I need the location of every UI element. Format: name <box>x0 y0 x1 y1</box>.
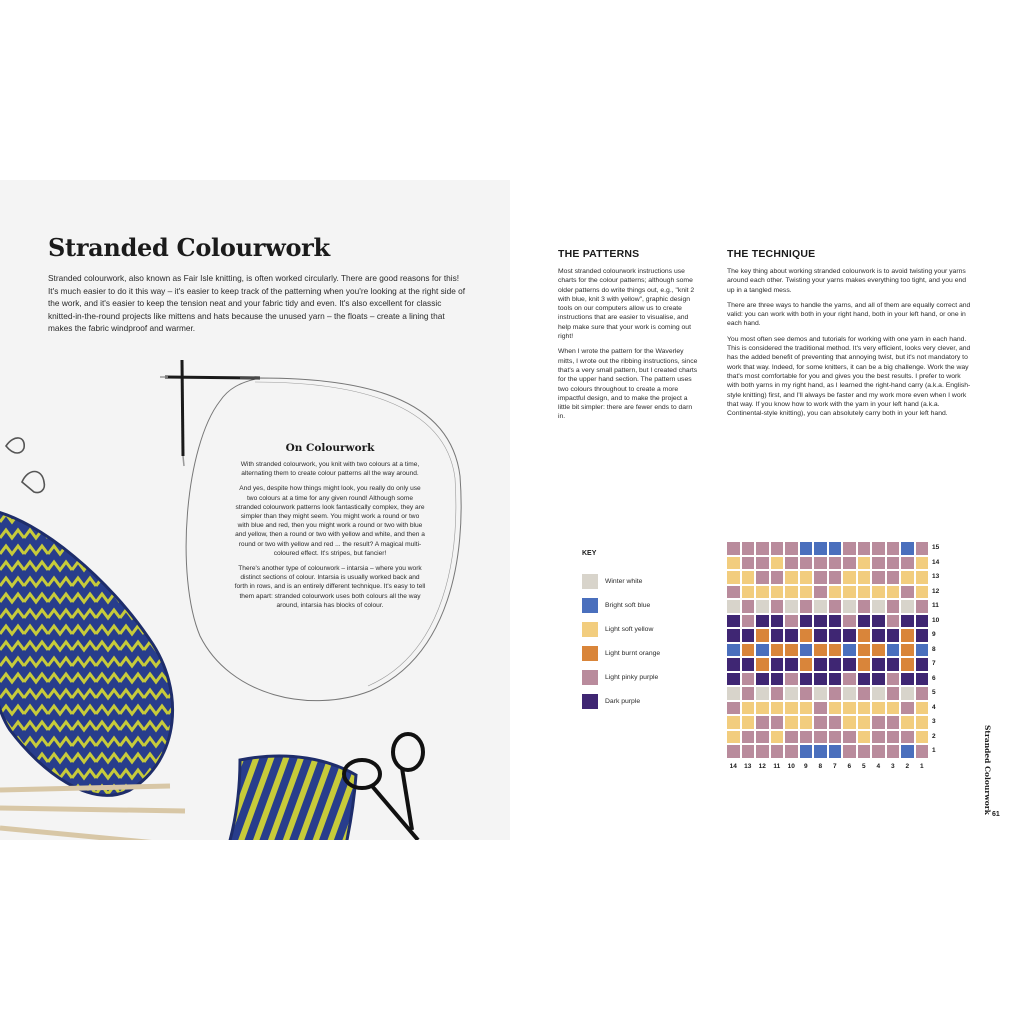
chart-cell <box>871 672 886 687</box>
chart-cell <box>813 744 828 759</box>
chart-cell <box>900 541 915 556</box>
chart-row-number: 3 <box>932 718 936 725</box>
chart-cell <box>915 657 930 672</box>
chart-cell <box>857 541 872 556</box>
chart-cell <box>755 730 770 745</box>
chart-cell <box>828 686 843 701</box>
running-head: Stranded Colourwork <box>983 725 992 815</box>
chart-cell <box>857 715 872 730</box>
chart-cell <box>770 599 785 614</box>
chart-row-number: 9 <box>932 631 936 638</box>
chart-cell <box>741 744 756 759</box>
chart-row-number: 6 <box>932 674 936 682</box>
colour-swatch <box>582 670 598 685</box>
chart-cell <box>741 628 756 643</box>
chart-cell <box>799 701 814 716</box>
chart-row-number: 8 <box>932 645 936 653</box>
chart-column-number: 10 <box>787 763 795 770</box>
chart-row-number: 13 <box>932 573 940 580</box>
chart-cell <box>741 672 756 687</box>
chart-cell <box>871 541 886 556</box>
chart-cell <box>857 614 872 629</box>
chart-cell <box>842 730 857 745</box>
chart-cell <box>900 657 915 672</box>
colour-swatch <box>582 694 598 709</box>
chart-cell <box>813 701 828 716</box>
chart-cell <box>784 657 799 672</box>
chart-cell <box>784 556 799 571</box>
chart-cell <box>755 686 770 701</box>
chart-cell <box>886 585 901 600</box>
chart-cell <box>828 643 843 658</box>
technique-paragraph: You most often see demos and tutorials for working with one yarn in each hand. This is considered the traditional method. It's very efficient, looks very clever, and has the added benefit of preventing that annoying twist, but it's not mandatory to work that way. Indeed, for some knitters, it can be a big challenge. Work the way that's most comfortable for you and gives you the best results. I prefer to work with both yarns in my right hand, as I learned the right-hand carry (a.k.a. English-style knitting) first, and I'll always be faster and my work more even when I work that way. If you know how to work with the yarn in your left hand (a.k.a. Continental-style knitting), you can absolutely carry both in your left hand. <box>727 335 971 418</box>
chart-cell <box>799 541 814 556</box>
chart-cell <box>784 614 799 629</box>
chart-cell <box>915 744 930 759</box>
chart-cell <box>813 570 828 585</box>
chart-cell <box>857 672 872 687</box>
chart-cell <box>871 657 886 672</box>
chart-cell <box>886 570 901 585</box>
patterns-heading: THE PATTERNS <box>558 248 640 260</box>
colour-swatch <box>582 574 598 589</box>
chart-cell <box>857 570 872 585</box>
chart-cell <box>900 628 915 643</box>
chart-cell <box>871 643 886 658</box>
chart-cell <box>842 570 857 585</box>
chart-cell <box>755 614 770 629</box>
chart-cell <box>784 672 799 687</box>
chart-cell <box>755 628 770 643</box>
chart-cell <box>886 686 901 701</box>
chart-cell <box>813 672 828 687</box>
chart-cell <box>726 744 741 759</box>
chart-cell <box>900 672 915 687</box>
chart-column-number: 9 <box>803 763 808 770</box>
chart-cell <box>784 701 799 716</box>
chart-cell <box>828 715 843 730</box>
chart-cell <box>886 628 901 643</box>
chart-cell <box>770 541 785 556</box>
chart-cell <box>726 585 741 600</box>
chart-cell <box>755 599 770 614</box>
patterns-paragraph: When I wrote the pattern for the Waverley mitts, I wrote out the ribbing instructions, since that's a very small pattern, but I created charts for the upper hand section. The pattern uses two colours throughout to create a more impactful design, and to make the project a little bit simpler: there are fewer ends to darn in. <box>558 348 698 421</box>
chart-grid <box>726 541 929 758</box>
chart-cell <box>842 541 857 556</box>
chart-cell <box>799 730 814 745</box>
chart-cell <box>871 701 886 716</box>
chart-column-number: 3 <box>890 763 895 770</box>
chart-cell <box>741 556 756 571</box>
chart-cell <box>813 686 828 701</box>
chart-cell <box>755 556 770 571</box>
chart-cell <box>813 585 828 600</box>
chart-cell <box>915 570 930 585</box>
chart-cell <box>828 599 843 614</box>
chart-cell <box>784 570 799 585</box>
chart-cell <box>770 686 785 701</box>
chart-cell <box>915 614 930 629</box>
on-colourwork-paragraph: With stranded colourwork, you knit with two colours at a time, alternating them to create colour patterns all the way around. <box>240 461 420 478</box>
chart-cell <box>857 686 872 701</box>
chart-cell <box>741 614 756 629</box>
chart-cell <box>726 570 741 585</box>
chart-cell <box>828 541 843 556</box>
chart-cell <box>726 599 741 614</box>
chart-cell <box>813 614 828 629</box>
chart-cell <box>813 541 828 556</box>
chart-cell <box>828 730 843 745</box>
chart-cell <box>915 715 930 730</box>
chart-cell <box>784 628 799 643</box>
chart-cell <box>828 570 843 585</box>
chart-cell <box>886 657 901 672</box>
book-spread <box>0 180 1020 840</box>
chart-cell <box>726 715 741 730</box>
knitting-photo <box>0 430 510 840</box>
chart-cell <box>857 701 872 716</box>
chart-cell <box>770 585 785 600</box>
chart-row-number: 4 <box>932 703 936 711</box>
chart-cell <box>828 628 843 643</box>
chart-cell <box>886 672 901 687</box>
chart-row-number: 5 <box>932 689 936 696</box>
chart-cell <box>886 701 901 716</box>
chart-cell <box>915 643 930 658</box>
chart-cell <box>726 541 741 556</box>
chart-cell <box>784 744 799 759</box>
chart-cell <box>726 614 741 629</box>
key-item <box>582 593 692 617</box>
chart-cell <box>799 686 814 701</box>
chart-column-number: 4 <box>876 763 881 770</box>
chart-cell <box>755 744 770 759</box>
chart-cell <box>799 556 814 571</box>
left-page <box>0 180 510 840</box>
chart-cell <box>741 541 756 556</box>
colour-swatch <box>582 622 598 637</box>
chart-cell <box>842 556 857 571</box>
key-label: Bright soft blue <box>605 601 651 609</box>
chart-cell <box>900 686 915 701</box>
chart-cell <box>886 614 901 629</box>
chart-cell <box>755 585 770 600</box>
key-title: KEY <box>582 550 597 557</box>
chart-cell <box>799 715 814 730</box>
chart-cell <box>871 556 886 571</box>
chart-cell <box>842 643 857 658</box>
chart-cell <box>915 541 930 556</box>
chart-cell <box>828 556 843 571</box>
key-label: Light burnt orange <box>605 649 661 657</box>
chart-cell <box>900 614 915 629</box>
chart-row-number: 10 <box>932 616 940 624</box>
chart-column-number: 14 <box>729 763 737 770</box>
chart-cell <box>857 556 872 571</box>
chart-cell <box>900 744 915 759</box>
chart-cell <box>799 599 814 614</box>
chart-cell <box>900 715 915 730</box>
chart-row-numbers <box>932 541 939 759</box>
chart-cell <box>755 701 770 716</box>
chart-cell <box>726 556 741 571</box>
chart-cell <box>886 715 901 730</box>
chart-cell <box>886 556 901 571</box>
chart-cell <box>900 730 915 745</box>
chart-cell <box>900 643 915 658</box>
chart-cell <box>900 570 915 585</box>
chart-cell <box>915 686 930 701</box>
chart-cell <box>755 672 770 687</box>
chart-cell <box>915 730 930 745</box>
chart-cell <box>828 585 843 600</box>
chart-cell <box>857 599 872 614</box>
chart-cell <box>886 541 901 556</box>
chart-cell <box>799 628 814 643</box>
chart-cell <box>770 643 785 658</box>
chart-cell <box>857 643 872 658</box>
patterns-paragraph: Most stranded colourwork instructions use charts for the colour patterns; although some older patterns do write things out, e.g., "knit 2 with blue, knit 3 with yellow", graphic design tools on our computers allow us to create instructions that are easier to visualise, and help make sure that your work is coming out right! <box>558 268 695 341</box>
chart-cell <box>770 730 785 745</box>
chart-cell <box>871 570 886 585</box>
intro-paragraph: Stranded colourwork, also known as Fair Isle knitting, is often worked circularly. There are good reasons for this! It's much easier to do it this way – it's easier to keep track of the patterning when you're looking at the right side of the work, and it's easier to keep the tension neat and your fabric tidy and even. It's also excellent for classic knitted-in-the-round projects like mittens and hats because the unused yarn – the floats – create a lining that makes the fabric windproof and warmer. <box>48 273 466 334</box>
key-item <box>582 641 692 665</box>
chart-cell <box>900 556 915 571</box>
chart-cell <box>741 701 756 716</box>
chart-cell <box>784 585 799 600</box>
chart-cell <box>813 715 828 730</box>
chart-cell <box>886 730 901 745</box>
key-item <box>582 689 692 713</box>
chart-cell <box>828 614 843 629</box>
chart-cell <box>842 599 857 614</box>
chart-cell <box>871 715 886 730</box>
chart-cell <box>915 585 930 600</box>
page-title: Stranded Colourwork <box>48 233 330 262</box>
chart-cell <box>784 541 799 556</box>
chart-cell <box>842 701 857 716</box>
chart-cell <box>871 614 886 629</box>
chart-cell <box>726 643 741 658</box>
chart-cell <box>726 672 741 687</box>
chart-cell <box>871 599 886 614</box>
chart-column-number: 2 <box>905 763 910 770</box>
chart-cell <box>755 643 770 658</box>
key-label: Light pinky purple <box>605 673 659 681</box>
chart-cell <box>741 657 756 672</box>
chart-cell <box>915 672 930 687</box>
chart-cell <box>915 599 930 614</box>
technique-paragraph: The key thing about working stranded colourwork is to avoid twisting your yarns around each other. Twisting your yarns makes everything too tight, and you end up in a tangled mess. <box>727 268 967 294</box>
chart-cell <box>828 744 843 759</box>
chart-cell <box>813 643 828 658</box>
chart-row-number: 2 <box>932 732 936 740</box>
chart-cell <box>726 730 741 745</box>
chart-cell <box>871 585 886 600</box>
chart-column-number: 7 <box>832 763 837 770</box>
chart-cell <box>770 744 785 759</box>
chart-row-number: 11 <box>932 602 939 609</box>
on-colourwork-paragraph: And yes, despite how things might look, you really do only use two colours at a time for any given round! Although some stranded colourwork patterns look fantastically complex, they are simpler than they might seem. You might work a round or two with blue and red, then you might work a round or two with blue and yellow, then a round or two with yellow and white, and then a round or two with yellow and red ... the result? A magical multi-coloured effect. It's stripes, but fancier! <box>235 485 425 557</box>
chart-cell <box>741 686 756 701</box>
technique-paragraph: There are three ways to handle the yarns, and all of them are equally correct and valid: you can work with both in your right hand, both in your left hand, or one in each hand. <box>727 301 971 328</box>
chart-row-number: 14 <box>932 558 940 566</box>
colour-swatch <box>582 598 598 613</box>
chart-cell <box>886 599 901 614</box>
chart-cell <box>755 570 770 585</box>
chart-cell <box>799 744 814 759</box>
chart-cell <box>770 614 785 629</box>
chart-cell <box>726 628 741 643</box>
chart-cell <box>813 628 828 643</box>
chart-column-numbers <box>726 763 929 770</box>
chart-row-number: 7 <box>932 660 936 667</box>
chart-cell <box>726 657 741 672</box>
chart-cell <box>741 570 756 585</box>
chart-cell <box>755 541 770 556</box>
chart-cell <box>755 715 770 730</box>
chart-cell <box>915 628 930 643</box>
chart-cell <box>741 599 756 614</box>
chart-row-number: 12 <box>932 587 940 595</box>
chart-cell <box>828 701 843 716</box>
chart-cell <box>842 628 857 643</box>
chart-cell <box>842 614 857 629</box>
key-label: Winter white <box>605 577 643 585</box>
chart-cell <box>857 744 872 759</box>
chart-cell <box>770 715 785 730</box>
chart-cell <box>900 585 915 600</box>
on-colourwork-title: On Colourwork <box>285 442 375 454</box>
chart-cell <box>770 657 785 672</box>
chart-cell <box>828 672 843 687</box>
chart-cell <box>842 744 857 759</box>
chart-cell <box>770 701 785 716</box>
chart-cell <box>741 715 756 730</box>
chart-cell <box>770 556 785 571</box>
chart-cell <box>784 686 799 701</box>
chart-cell <box>915 556 930 571</box>
chart-row-number: 15 <box>932 544 940 551</box>
chart-cell <box>871 730 886 745</box>
chart-column-number: 6 <box>847 763 852 770</box>
chart-cell <box>799 672 814 687</box>
scissors-icon <box>344 734 423 840</box>
chart-cell <box>900 599 915 614</box>
key-item <box>582 617 692 641</box>
chart-cell <box>799 585 814 600</box>
on-colourwork-paragraph: There's another type of colourwork – intarsia – where you work distinct sections of colour. Intarsia is usually worked back and forth in rows, and is an entirely different technique. It's easy to tell them apart: stranded colourwork uses both colours all the way around, intarsia has blocks of colour. <box>234 565 426 609</box>
chart-cell <box>784 730 799 745</box>
chart-cell <box>842 715 857 730</box>
chart-cell <box>842 585 857 600</box>
chart-row-number: 1 <box>932 747 936 754</box>
chart-cell <box>915 701 930 716</box>
chart-cell <box>857 585 872 600</box>
chart-column-number: 5 <box>861 763 866 770</box>
chart-cell <box>871 628 886 643</box>
technique-column <box>727 248 971 424</box>
key-label: Light soft yellow <box>605 625 654 633</box>
key-item <box>582 569 692 593</box>
patterns-column <box>558 248 698 428</box>
chart-cell <box>770 570 785 585</box>
page-number: 61 <box>992 811 1000 818</box>
chart-cell <box>886 744 901 759</box>
chart-cell <box>857 628 872 643</box>
colour-swatch <box>582 646 598 661</box>
chart-cell <box>784 715 799 730</box>
chart-cell <box>799 614 814 629</box>
chart-cell <box>755 657 770 672</box>
chart-cell <box>813 730 828 745</box>
chart-cell <box>813 556 828 571</box>
chart-cell <box>857 657 872 672</box>
chart-column-number: 8 <box>818 763 823 770</box>
chart-cell <box>886 643 901 658</box>
chart-cell <box>741 730 756 745</box>
chart-cell <box>828 657 843 672</box>
chart-cell <box>726 686 741 701</box>
chart-cell <box>900 701 915 716</box>
right-page <box>510 180 1020 840</box>
chart-cell <box>799 657 814 672</box>
chart-cell <box>770 628 785 643</box>
chart-cell <box>799 643 814 658</box>
chart-cell <box>784 599 799 614</box>
chart-cell <box>842 686 857 701</box>
chart-cell <box>813 657 828 672</box>
chart-cell <box>784 643 799 658</box>
chart-column-number: 11 <box>773 763 781 770</box>
technique-heading: THE TECHNIQUE <box>727 248 816 260</box>
chart-cell <box>857 730 872 745</box>
chart-column-number: 1 <box>919 763 924 770</box>
chart-cell <box>842 657 857 672</box>
chart-cell <box>871 744 886 759</box>
chart-cell <box>726 701 741 716</box>
chart-cell <box>799 570 814 585</box>
chart-column-number: 13 <box>744 763 752 770</box>
chart-column-number: 12 <box>758 763 766 770</box>
chart-cell <box>741 585 756 600</box>
chart-cell <box>813 599 828 614</box>
chart-cell <box>842 672 857 687</box>
chart-cell <box>770 672 785 687</box>
key-label: Dark purple <box>605 697 641 705</box>
key-item <box>582 665 692 689</box>
chart-cell <box>741 643 756 658</box>
colour-key <box>582 550 692 713</box>
chart-cell <box>871 686 886 701</box>
